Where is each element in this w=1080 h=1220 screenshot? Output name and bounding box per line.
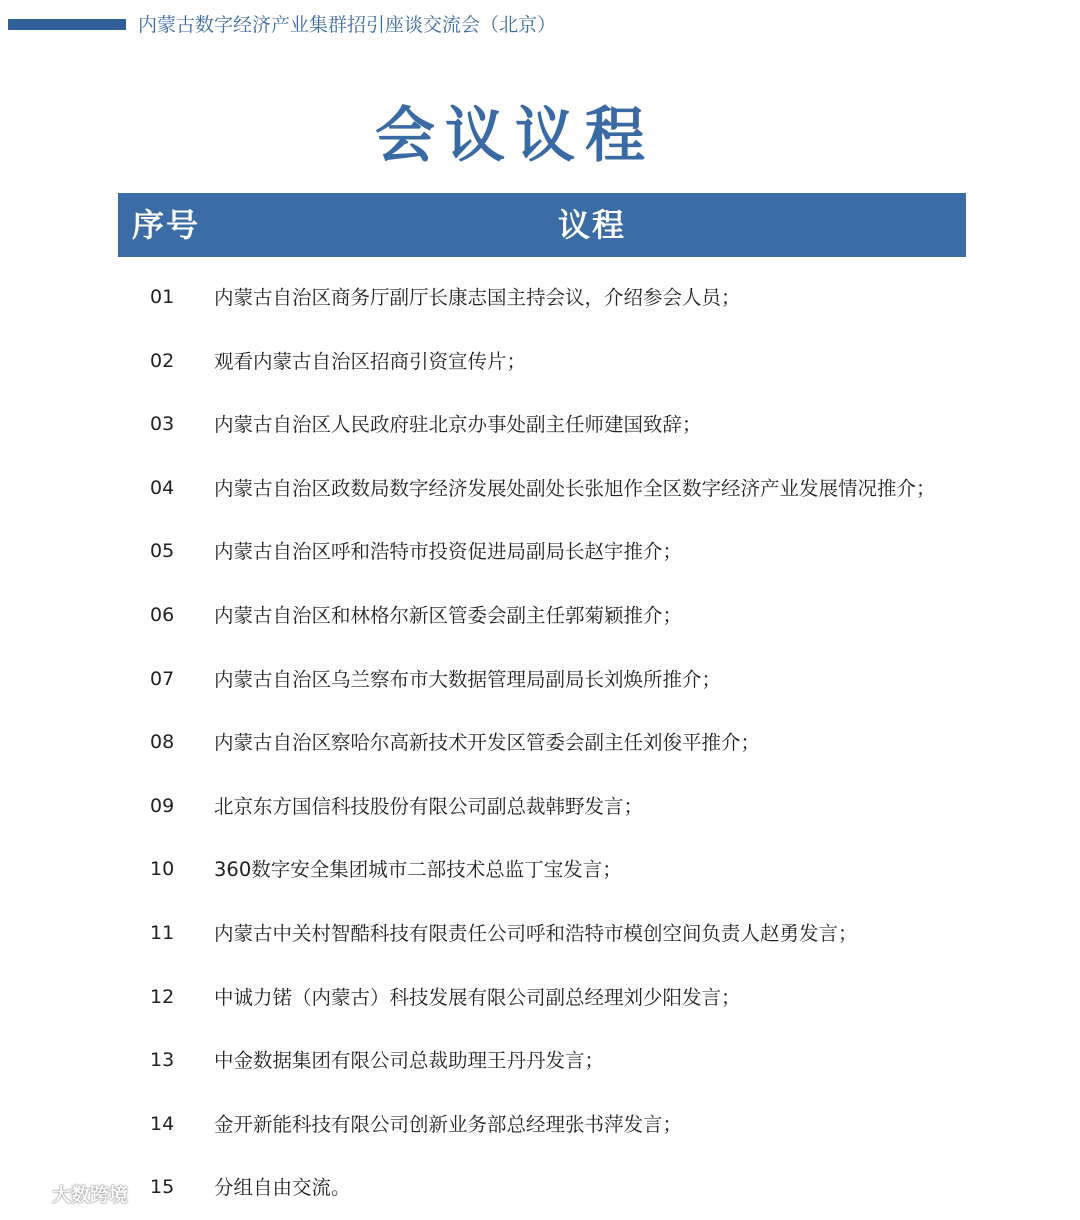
agenda-row-number: 06	[150, 603, 175, 626]
agenda-row-number: 04	[150, 476, 175, 499]
agenda-table-header	[118, 193, 966, 257]
agenda-row-number: 07	[150, 667, 175, 690]
agenda-row-text: 北京东方国信科技股份有限公司副总裁韩野发言；	[214, 794, 644, 818]
agenda-row	[0, 775, 1080, 839]
column-header-seq: 序号	[132, 206, 201, 244]
agenda-row-number: 03	[150, 413, 175, 436]
agenda-row-text: 内蒙古自治区乌兰察布市大数据管理局副局长刘焕所推介；	[214, 667, 722, 691]
header-title: 内蒙古数字经济产业集群招引座谈交流会（北京）	[138, 14, 557, 36]
watermark	[8, 1178, 128, 1212]
agenda-row	[0, 520, 1080, 584]
header-accent-bar	[8, 19, 126, 30]
agenda-row	[0, 266, 1080, 330]
agenda-row-text: 金开新能科技有限公司创新业务部总经理张书萍发言；	[214, 1112, 683, 1136]
agenda-row-text: 内蒙古自治区呼和浩特市投资促进局副局长赵宇推介；	[214, 540, 683, 564]
brand-logo-icon	[8, 1183, 48, 1209]
agenda-row-number: 14	[150, 1112, 175, 1135]
agenda-row-number: 12	[150, 985, 175, 1008]
agenda-row-number: 08	[150, 731, 175, 754]
agenda-row-text: 中金数据集团有限公司总裁助理王丹丹发言；	[214, 1049, 605, 1073]
agenda-row	[0, 584, 1080, 648]
agenda-row-number: 02	[150, 349, 175, 372]
agenda-row-number: 01	[150, 286, 175, 308]
agenda-row-number: 05	[150, 540, 175, 563]
agenda-row-text: 内蒙古自治区商务厅副厅长康志国主持会议，介绍参会人员；	[214, 286, 741, 309]
agenda-row	[0, 648, 1080, 712]
agenda-row	[0, 902, 1080, 966]
agenda-row-text: 分组自由交流。	[214, 1176, 351, 1200]
column-header-agenda: 议程	[558, 206, 627, 244]
agenda-row	[0, 1156, 1080, 1220]
agenda-row	[0, 1093, 1080, 1157]
agenda-row	[0, 838, 1080, 902]
agenda-row-number: 09	[150, 794, 175, 817]
page-title: 会议议程	[375, 101, 655, 171]
agenda-row	[0, 330, 1080, 394]
agenda-row	[0, 966, 1080, 1030]
agenda-list	[0, 266, 1080, 1220]
agenda-row-number: 15	[150, 1176, 175, 1199]
agenda-row	[0, 711, 1080, 775]
agenda-row-number: 13	[150, 1049, 175, 1072]
agenda-row-number: 11	[150, 921, 175, 944]
agenda-row-text: 中诚力锘（内蒙古）科技发展有限公司副总经理刘少阳发言；	[214, 985, 741, 1009]
agenda-row-text: 360数字安全集团城市二部技术总监丁宝发言；	[214, 858, 622, 882]
agenda-row-text: 内蒙古自治区察哈尔高新技术开发区管委会副主任刘俊平推介；	[214, 731, 761, 755]
agenda-row-text: 内蒙古自治区人民政府驻北京办事处副主任师建国致辞；	[214, 413, 702, 437]
agenda-row-text: 内蒙古中关村智酷科技有限责任公司呼和浩特市模创空间负责人赵勇发言；	[214, 921, 858, 945]
watermark-text: 大数跨境	[52, 1184, 129, 1206]
agenda-row	[0, 1029, 1080, 1093]
agenda-row-text: 内蒙古自治区和林格尔新区管委会副主任郭菊颖推介；	[214, 603, 683, 627]
agenda-row	[0, 393, 1080, 457]
agenda-row	[0, 457, 1080, 521]
agenda-row-text: 观看内蒙古自治区招商引资宣传片；	[214, 349, 527, 373]
agenda-row-number: 10	[150, 858, 175, 881]
agenda-row-text: 内蒙古自治区政数局数字经济发展处副处长张旭作全区数字经济产业发展情况推介；	[214, 476, 936, 500]
